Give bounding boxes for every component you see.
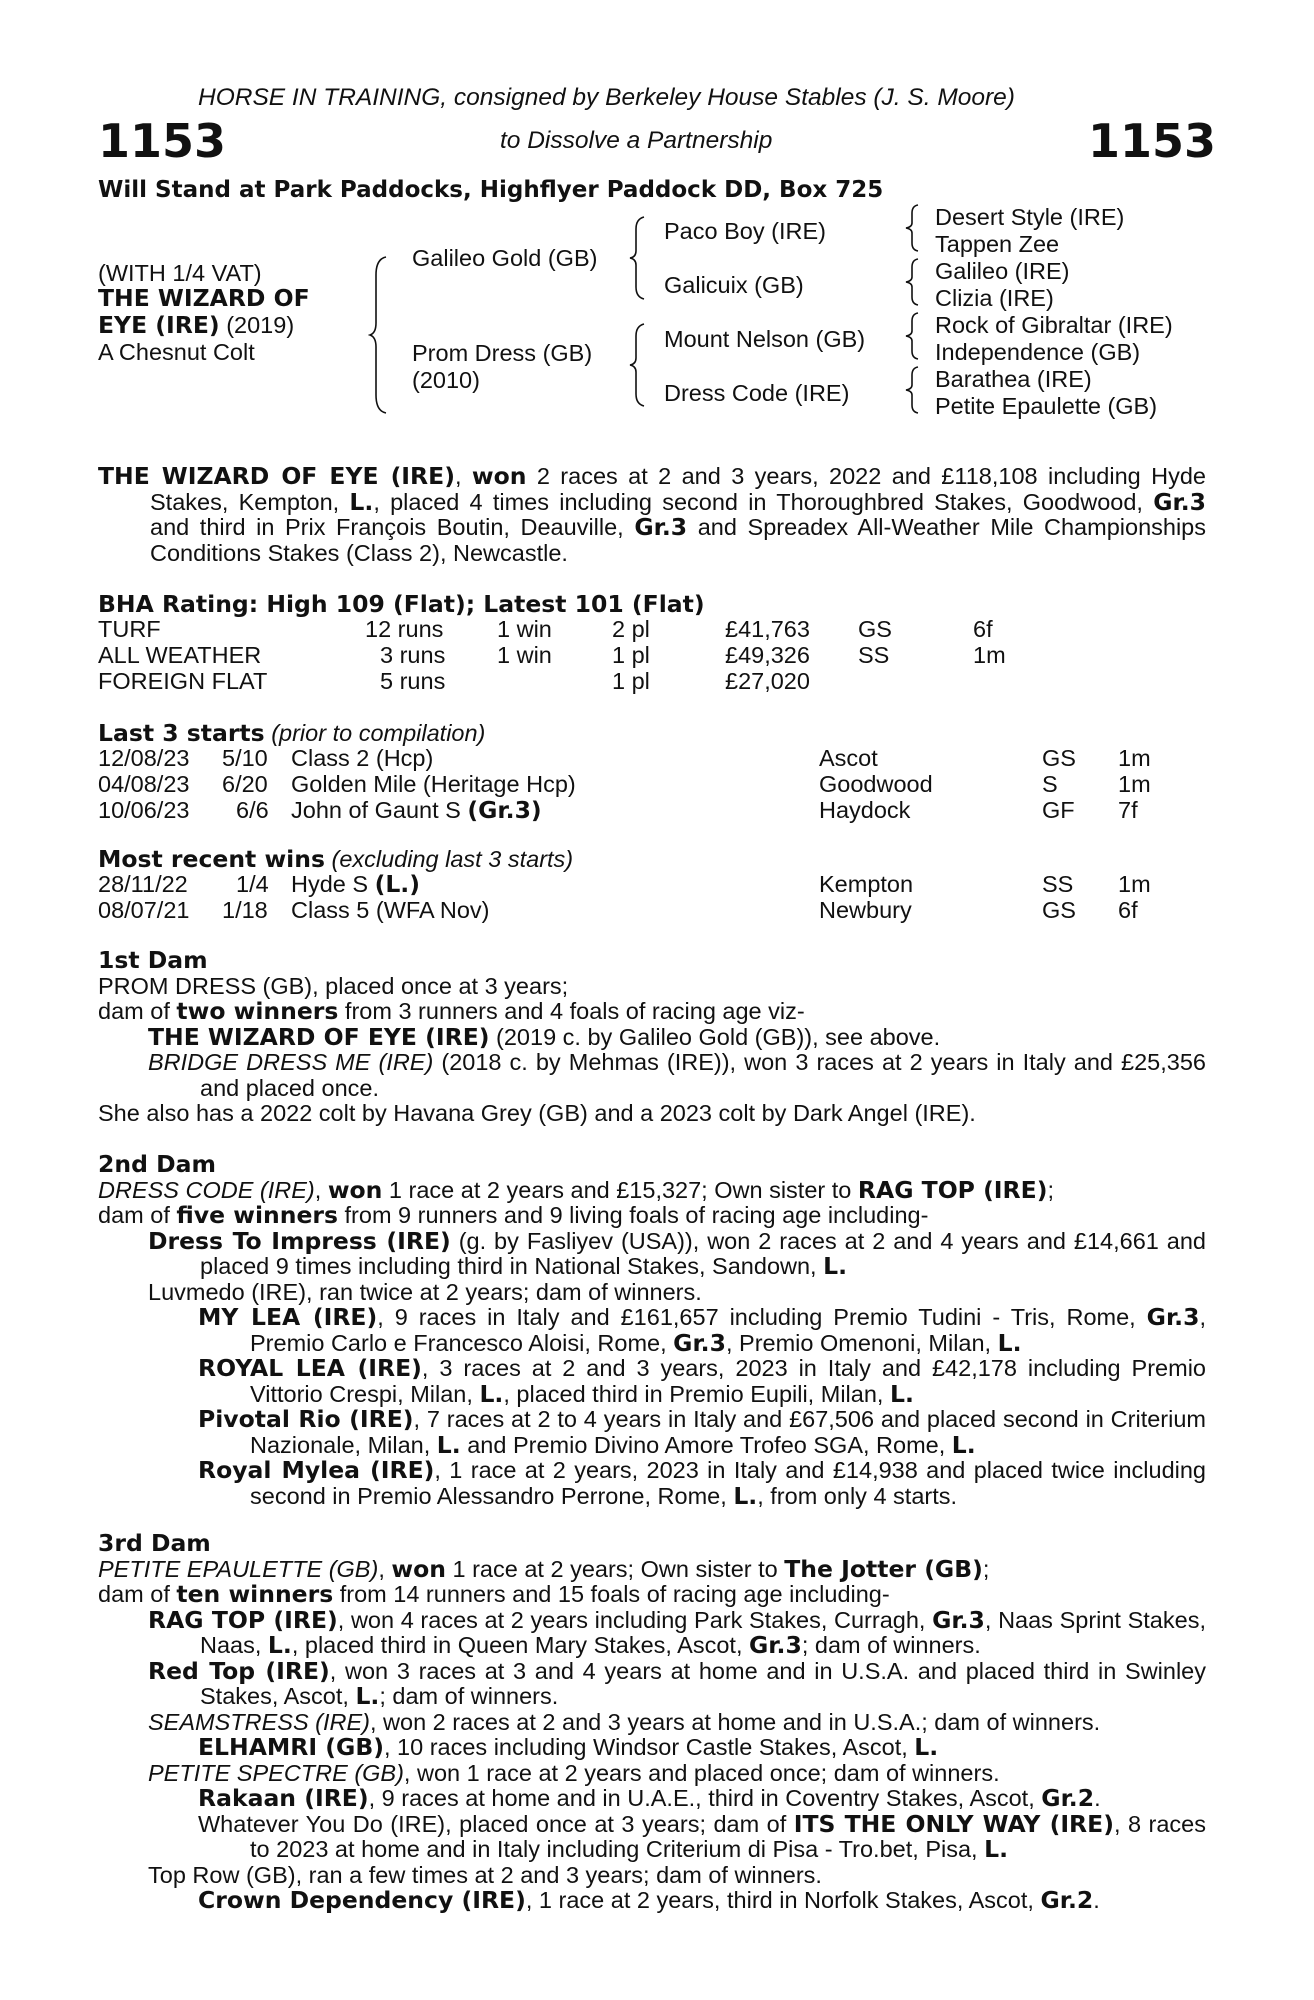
- rating-placed-1: 2 pl: [612, 616, 650, 642]
- recent-date-1: 28/11/22: [98, 871, 188, 897]
- rag-top-entry: RAG TOP (IRE), won 4 races at 2 years including Park Stakes, Curragh, Gr.3, Naas Sprint Stakes, Naas, L., placed third in Queen Mary Stakes, Ascot, Gr.3; dam of winners.: [148, 1605, 1206, 1659]
- elhamri-entry: ELHAMRI (GB), 10 races including Windsor Castle Stakes, Ascot, L.: [198, 1733, 939, 1761]
- royal-mylea-entry: Royal Mylea (IRE), 1 race at 2 years, 2023 in Italy and £14,938 and placed twice including second in Premio Alessandro Perrone, Rome, L., from only 4 starts.: [198, 1456, 1206, 1510]
- recent-pos-1: 1/4: [236, 871, 269, 897]
- first-dam-section: [98, 948, 1206, 1127]
- recent-note: (excluding last 3 starts): [324, 846, 574, 872]
- summary-listed: L.: [349, 487, 374, 516]
- lot-number-right: 1153: [1088, 114, 1217, 168]
- horse-name-part: EYE (IRE): [98, 311, 220, 339]
- pedigree-brace-g3: [904, 311, 924, 361]
- grandparent-5: Rock of Gibraltar (IRE): [935, 312, 1173, 338]
- rating-going-1: GS: [858, 616, 892, 642]
- top-row-entry: Top Row (GB), ran a few times at 2 and 3 years; dam of winners.: [148, 1861, 822, 1888]
- second-dam-produce-line: dam of five winners from 9 runners and 9 living foals of racing age including-: [98, 1201, 929, 1229]
- first-dam-foal-2: BRIDGE DRESS ME (IRE) (2018 c. by Mehmas (IRE)), won 3 races at 2 years in Italy and £25,356 and placed once.: [148, 1049, 1206, 1101]
- last3-dist-2: 1m: [1118, 771, 1151, 797]
- rakaan-entry: Rakaan (IRE), 9 races at home and in U.A.E., third in Coventry Stakes, Ascot, Gr.2.: [198, 1784, 1101, 1812]
- pedigree-brace-g4: [904, 365, 924, 415]
- recent-title: Most recent wins: [98, 845, 325, 873]
- horse-description: A Chesnut Colt: [98, 339, 255, 365]
- second-dam-section: [98, 1152, 1206, 1509]
- third-dam-line: PETITE EPAULETTE (GB), won 1 race at 2 years; Own sister to The Jotter (GB);: [98, 1554, 990, 1583]
- lot-number-left: 1153: [98, 114, 227, 168]
- summary-text-3: and third in Prix François Boutin, Deauville,: [150, 514, 635, 540]
- dam-sire: Mount Nelson (GB): [664, 326, 866, 352]
- rating-placed-3: 1 pl: [612, 668, 650, 694]
- horse-name-line1: THE WIZARD OF: [98, 284, 310, 312]
- recent-race-1: Hyde S (L.): [291, 870, 420, 898]
- rating-wins-1: 1 win: [497, 616, 552, 642]
- seamstress-entry: SEAMSTRESS (IRE), won 2 races at 2 and 3 years at home and in U.S.A.; dam of winners.: [148, 1708, 1101, 1735]
- sire-sire: Paco Boy (IRE): [664, 218, 826, 244]
- last3-course-1: Ascot: [819, 745, 878, 771]
- rating-prize-2: £49,326: [725, 642, 810, 668]
- last3-course-3: Haydock: [819, 797, 911, 823]
- second-dam-line: DRESS CODE (IRE), won 1 race at 2 years and £15,327; Own sister to RAG TOP (IRE);: [98, 1175, 1054, 1204]
- dress-to-impress-entry: Dress To Impress (IRE) (g. by Fasliyev (USA)), won 2 races at 2 and 4 years and £14,661 and placed 9 times including third in National Stakes, Sandown, L.: [148, 1226, 1206, 1280]
- last3-going-1: GS: [1042, 745, 1076, 771]
- last3-dist-3: 7f: [1118, 797, 1138, 823]
- dam-dam: Dress Code (IRE): [664, 380, 850, 406]
- race-summary: THE WIZARD OF EYE (IRE), won 2 races at 2 and 3 years, 2022 and £118,108 including Hyde Stakes, Kempton, L., placed 4 times including second in Thoroughbred Stakes, Goodwood, Gr.3 and third in Prix François Boutin, Deauville, Gr.3 and Spreadex All-Weather Mile Championships Conditions Stakes (Class 2), Newcastle.: [98, 462, 1206, 566]
- first-dam-heading: 1st Dam: [98, 946, 208, 974]
- last3-heading: [98, 720, 485, 746]
- my-lea-entry: MY LEA (IRE), 9 races in Italy and £161,657 including Premio Tudini - Tris, Rome, Gr.3, Premio Carlo e Francesco Aloisi, Rome, Gr.3, Premio Omenoni, Milan, L.: [198, 1303, 1206, 1357]
- grandparent-4: Clizia (IRE): [935, 285, 1054, 311]
- recent-going-2: GS: [1042, 897, 1076, 923]
- recent-pos-2: 1/18: [222, 897, 268, 923]
- dam-year: (2010): [412, 367, 480, 393]
- rating-prize-3: £27,020: [725, 668, 810, 694]
- last3-pos-1: 5/10: [222, 745, 268, 771]
- recent-dist-1: 1m: [1118, 871, 1151, 897]
- recent-date-2: 08/07/21: [98, 897, 190, 923]
- recent-race-2: Class 5 (WFA Nov): [291, 897, 490, 923]
- grandparent-1: Desert Style (IRE): [935, 204, 1125, 230]
- last3-race-3: John of Gaunt S (Gr.3): [291, 796, 542, 824]
- grandparent-3: Galileo (IRE): [935, 258, 1070, 284]
- vat-note: (WITH 1/4 VAT): [98, 260, 262, 286]
- last3-date-2: 04/08/23: [98, 771, 190, 797]
- recent-dist-2: 6f: [1118, 897, 1138, 923]
- first-dam-note: She also has a 2022 colt by Havana Grey (GB) and a 2023 colt by Dark Angel (IRE).: [98, 1100, 976, 1126]
- last3-dist-1: 1m: [1118, 745, 1151, 771]
- bha-rating: BHA Rating: High 109 (Flat); Latest 101 (Flat): [98, 590, 705, 618]
- rating-dist-1: 6f: [973, 616, 993, 642]
- third-dam-produce-line: dam of ten winners from 14 runners and 15 foals of racing age including-: [98, 1580, 890, 1608]
- third-dam-section: [98, 1531, 1206, 1914]
- crown-dependency-entry: Crown Dependency (IRE), 1 race at 2 years, third in Norfolk Stakes, Ascot, Gr.2.: [198, 1886, 1100, 1914]
- summary-won: won: [471, 462, 527, 490]
- summary-horse-name: THE WIZARD OF EYE (IRE): [98, 462, 455, 490]
- last3-pos-2: 6/20: [222, 771, 268, 797]
- pedigree-brace-g1: [904, 203, 924, 253]
- pedigree-brace-main: [368, 255, 392, 415]
- petite-spectre-entry: PETITE SPECTRE (GB), won 1 race at 2 years and placed once; dam of winners.: [148, 1759, 1000, 1786]
- grandparent-6: Independence (GB): [935, 339, 1141, 365]
- pedigree-brace-g2: [904, 257, 924, 307]
- consignment-subline: to Dissolve a Partnership: [500, 127, 773, 154]
- first-dam-foal-1: THE WIZARD OF EYE (IRE) (2019 c. by Galileo Gold (GB)), see above.: [148, 1022, 941, 1051]
- rating-prize-1: £41,763: [725, 616, 810, 642]
- summary-text-2: , placed 4 times including second in Thoroughbred Stakes, Goodwood,: [373, 488, 1154, 515]
- rating-wins-2: 1 win: [497, 642, 552, 668]
- dam: Prom Dress (GB): [412, 340, 593, 366]
- rating-runs-3: 5 runs: [380, 668, 446, 694]
- rating-going-2: SS: [858, 642, 890, 668]
- rating-surface-2: ALL WEATHER: [98, 642, 262, 668]
- recent-course-1: Kempton: [819, 871, 914, 897]
- luvmedo-entry: Luvmedo (IRE), ran twice at 2 years; dam of winners.: [148, 1278, 702, 1305]
- last3-race-2: Golden Mile (Heritage Hcp): [291, 771, 576, 797]
- rating-surface-3: FOREIGN FLAT: [98, 668, 268, 694]
- last3-going-2: S: [1042, 771, 1058, 797]
- second-dam-heading: 2nd Dam: [98, 1150, 216, 1178]
- whatever-you-do-entry: Whatever You Do (IRE), placed once at 3 years; dam of ITS THE ONLY WAY (IRE), 8 races to 2023 at home and in Italy including Criterium di Pisa - Tro.bet, Pisa, L.: [198, 1809, 1206, 1863]
- pedigree-brace-sire: [628, 215, 650, 301]
- last3-date-3: 10/06/23: [98, 797, 190, 823]
- summary-gr3-a: Gr.3: [1153, 487, 1206, 516]
- last3-going-3: GF: [1042, 797, 1075, 823]
- rating-placed-2: 1 pl: [612, 642, 650, 668]
- consignment-line: HORSE IN TRAINING, consigned by Berkeley House Stables (J. S. Moore): [198, 84, 1015, 111]
- rating-runs-1: 12 runs: [365, 616, 444, 642]
- rating-dist-2: 1m: [973, 642, 1006, 668]
- third-dam-heading: 3rd Dam: [98, 1529, 211, 1557]
- summary-gr3-b: Gr.3: [634, 513, 688, 541]
- first-dam-line: PROM DRESS (GB), placed once at 3 years;: [98, 972, 569, 999]
- recent-wins-heading: [98, 846, 573, 872]
- stable-location: Will Stand at Park Paddocks, Highflyer Paddock DD, Box 725: [98, 177, 884, 203]
- last3-note: (prior to compilation): [264, 720, 486, 746]
- grandparent-7: Barathea (IRE): [935, 366, 1092, 392]
- summary-text-4: and Spreadex All-Weather Mile Championships Conditions Stakes (Class 2), Newcastle.: [150, 514, 1206, 566]
- last3-pos-3: 6/6: [236, 797, 269, 823]
- last3-title: Last 3 starts: [98, 719, 265, 747]
- rating-runs-2: 3 runs: [380, 642, 446, 668]
- last3-race-1: Class 2 (Hcp): [291, 745, 434, 771]
- grandparent-8: Petite Epaulette (GB): [935, 393, 1158, 419]
- sire: Galileo Gold (GB): [412, 245, 598, 271]
- recent-course-2: Newbury: [819, 897, 912, 923]
- foaling-year: (2019): [219, 312, 295, 338]
- red-top-entry: Red Top (IRE), won 3 races at 3 and 4 years at home and in U.S.A. and placed third in Swinley Stakes, Ascot, L.; dam of winners.: [148, 1656, 1207, 1710]
- last3-course-2: Goodwood: [819, 771, 933, 797]
- sire-dam: Galicuix (GB): [664, 272, 804, 298]
- grandparent-2: Tappen Zee: [935, 231, 1060, 257]
- pedigree-brace-dam: [628, 322, 650, 408]
- recent-going-1: SS: [1042, 871, 1074, 897]
- first-dam-produce-line: dam of two winners from 3 runners and 4 foals of racing age viz-: [98, 997, 805, 1025]
- last3-date-1: 12/08/23: [98, 745, 190, 771]
- royal-lea-entry: ROYAL LEA (IRE), 3 races at 2 and 3 years, 2023 in Italy and £42,178 including Premio Vittorio Crespi, Milan, L., placed third in Premio Eupili, Milan, L.: [198, 1354, 1206, 1408]
- rating-surface-1: TURF: [98, 616, 161, 642]
- pivotal-rio-entry: Pivotal Rio (IRE), 7 races at 2 to 4 years in Italy and £67,506 and placed second in Criterium Nazionale, Milan, L. and Premio Divino Amore Trofeo SGA, Rome, L.: [198, 1405, 1206, 1459]
- summary-text-1: 2 races at 2 and 3 years, 2022 and £118,108 including Hyde Stakes, Kempton,: [150, 463, 1206, 515]
- horse-name-line2: [98, 312, 294, 338]
